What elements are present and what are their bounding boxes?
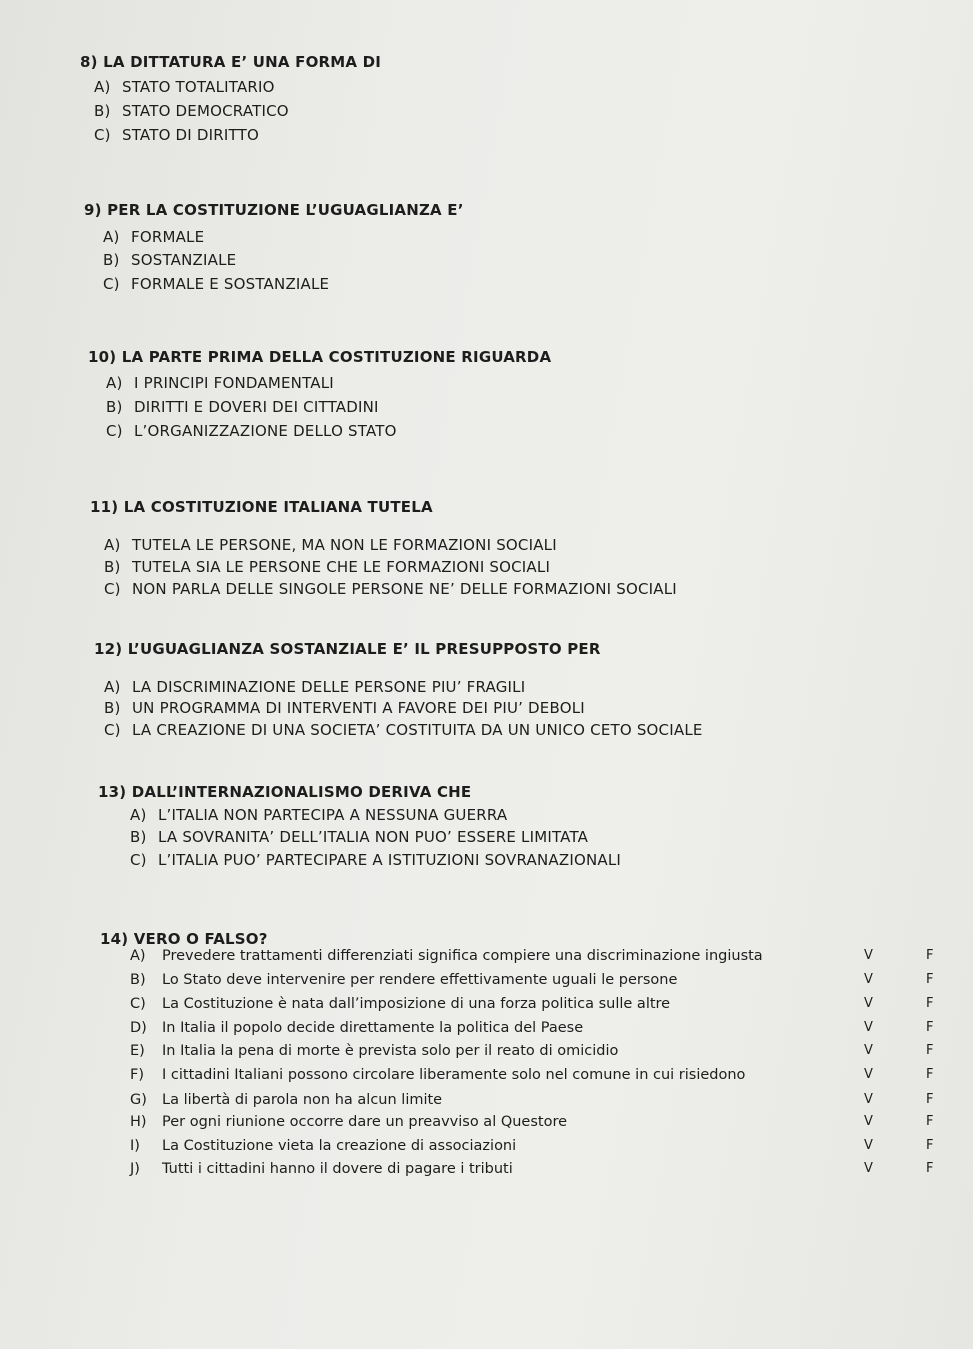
option-letter: A) bbox=[130, 806, 147, 824]
option-text: FORMALE E SOSTANZIALE bbox=[131, 275, 330, 293]
option-text: LA DISCRIMINAZIONE DELLE PERSONE PIU’ FRAGILI bbox=[132, 678, 526, 696]
option-text: STATO DI DIRITTO bbox=[122, 126, 259, 144]
false-option[interactable]: F bbox=[926, 1092, 934, 1107]
true-option[interactable]: V bbox=[864, 1020, 873, 1035]
option-text: L’ORGANIZZAZIONE DELLO STATO bbox=[134, 422, 397, 440]
tf-letter: A) bbox=[130, 948, 146, 964]
false-option[interactable]: F bbox=[926, 1020, 934, 1035]
option-text: I PRINCIPI FONDAMENTALI bbox=[134, 374, 334, 392]
option-letter: C) bbox=[94, 126, 111, 144]
option-text: TUTELA LE PERSONE, MA NON LE FORMAZIONI SOCIALI bbox=[132, 536, 557, 554]
tf-statement: Per ogni riunione occorre dare un preavviso al Questore bbox=[162, 1114, 568, 1130]
question-title: 10) LA PARTE PRIMA DELLA COSTITUZIONE RIGUARDA bbox=[88, 348, 552, 366]
true-option[interactable]: V bbox=[864, 1138, 873, 1153]
option-text: STATO TOTALITARIO bbox=[122, 78, 275, 96]
false-option[interactable]: F bbox=[926, 1067, 934, 1082]
option-b bbox=[104, 699, 585, 717]
option-text: DIRITTI E DOVERI DEI CITTADINI bbox=[134, 398, 379, 416]
option-letter: A) bbox=[103, 228, 120, 246]
tf-letter: E) bbox=[130, 1043, 145, 1059]
option-letter: C) bbox=[104, 580, 121, 598]
tf-letter: H) bbox=[130, 1114, 147, 1130]
true-option[interactable]: V bbox=[864, 972, 873, 987]
option-letter: B) bbox=[130, 828, 147, 846]
option-a bbox=[94, 78, 275, 96]
option-b bbox=[106, 398, 379, 416]
true-option[interactable]: V bbox=[864, 1092, 873, 1107]
option-letter: B) bbox=[103, 251, 120, 269]
option-letter: A) bbox=[94, 78, 111, 96]
tf-item-j bbox=[0, 1161, 973, 1183]
tf-letter: C) bbox=[130, 996, 146, 1012]
false-option[interactable]: F bbox=[926, 1138, 934, 1153]
option-text: TUTELA SIA LE PERSONE CHE LE FORMAZIONI SOCIALI bbox=[132, 558, 551, 576]
true-option[interactable]: V bbox=[864, 1161, 873, 1176]
false-option[interactable]: F bbox=[926, 1161, 934, 1176]
option-letter: B) bbox=[104, 699, 121, 717]
option-letter: B) bbox=[94, 102, 111, 120]
tf-statement: La libertà di parola non ha alcun limite bbox=[162, 1092, 443, 1108]
option-a bbox=[130, 806, 507, 824]
tf-letter: J) bbox=[130, 1161, 140, 1177]
false-option[interactable]: F bbox=[926, 948, 934, 963]
tf-statement: La Costituzione è nata dall’imposizione di una forza politica sulle altre bbox=[162, 996, 671, 1012]
option-c bbox=[106, 422, 397, 440]
option-b bbox=[104, 558, 550, 576]
question-title: 9) PER LA COSTITUZIONE L’UGUAGLIANZA E’ bbox=[84, 201, 464, 219]
option-b bbox=[94, 102, 289, 120]
question-title: 11) LA COSTITUZIONE ITALIANA TUTELA bbox=[90, 498, 433, 516]
tf-item-i bbox=[0, 1138, 973, 1160]
option-letter: A) bbox=[106, 374, 123, 392]
tf-letter: F) bbox=[130, 1067, 144, 1083]
option-c bbox=[104, 580, 677, 598]
tf-item-a bbox=[0, 948, 973, 970]
option-letter: C) bbox=[103, 275, 120, 293]
option-text: L’ITALIA NON PARTECIPA A NESSUNA GUERRA bbox=[158, 806, 508, 824]
tf-statement: I cittadini Italiani possono circolare liberamente solo nel comune in cui risiedono bbox=[162, 1067, 746, 1083]
false-option[interactable]: F bbox=[926, 1043, 934, 1058]
true-option[interactable]: V bbox=[864, 1043, 873, 1058]
option-letter: C) bbox=[104, 721, 121, 739]
true-option[interactable]: V bbox=[864, 948, 873, 963]
option-c bbox=[104, 721, 703, 739]
option-letter: A) bbox=[104, 678, 121, 696]
option-c bbox=[103, 275, 329, 293]
option-letter: B) bbox=[106, 398, 123, 416]
false-option[interactable]: F bbox=[926, 972, 934, 987]
tf-item-g bbox=[0, 1092, 973, 1114]
false-option[interactable]: F bbox=[926, 1114, 934, 1129]
tf-statement: In Italia il popolo decide direttamente la politica del Paese bbox=[162, 1020, 584, 1036]
option-text: L’ITALIA PUO’ PARTECIPARE A ISTITUZIONI SOVRANAZIONALI bbox=[158, 851, 622, 869]
option-c bbox=[130, 851, 621, 869]
option-b bbox=[130, 828, 588, 846]
tf-statement: La Costituzione vieta la creazione di associazioni bbox=[162, 1138, 517, 1154]
option-text: STATO DEMOCRATICO bbox=[122, 102, 289, 120]
option-text: LA CREAZIONE DI UNA SOCIETA’ COSTITUITA DA UN UNICO CETO SOCIALE bbox=[132, 721, 703, 739]
tf-statement: In Italia la pena di morte è prevista solo per il reato di omicidio bbox=[162, 1043, 619, 1059]
true-option[interactable]: V bbox=[864, 1114, 873, 1129]
option-text: LA SOVRANITA’ DELL’ITALIA NON PUO’ ESSERE LIMITATA bbox=[158, 828, 589, 846]
option-text: NON PARLA DELLE SINGOLE PERSONE NE’ DELLE FORMAZIONI SOCIALI bbox=[132, 580, 677, 598]
tf-item-d bbox=[0, 1020, 973, 1042]
option-a bbox=[103, 228, 204, 246]
option-a bbox=[104, 536, 557, 554]
option-text: SOSTANZIALE bbox=[131, 251, 237, 269]
question-title: 13) DALL’INTERNAZIONALISMO DERIVA CHE bbox=[98, 783, 472, 801]
question-title: 8) LA DITTATURA E’ UNA FORMA DI bbox=[80, 53, 382, 71]
tf-item-c bbox=[0, 996, 973, 1018]
option-a bbox=[104, 678, 525, 696]
question-title: 12) L’UGUAGLIANZA SOSTANZIALE E’ IL PRESUPPOSTO PER bbox=[94, 640, 601, 658]
option-letter: C) bbox=[130, 851, 147, 869]
question-title: 14) VERO O FALSO? bbox=[100, 930, 268, 948]
true-option[interactable]: V bbox=[864, 996, 873, 1011]
tf-letter: D) bbox=[130, 1020, 147, 1036]
false-option[interactable]: F bbox=[926, 996, 934, 1011]
tf-statement: Prevedere trattamenti differenziati significa compiere una discriminazione ingiusta bbox=[162, 948, 763, 964]
tf-letter: G) bbox=[130, 1092, 147, 1108]
option-letter: C) bbox=[106, 422, 123, 440]
tf-item-f bbox=[0, 1067, 973, 1089]
tf-item-e bbox=[0, 1043, 973, 1065]
option-letter: B) bbox=[104, 558, 121, 576]
true-option[interactable]: V bbox=[864, 1067, 873, 1082]
option-letter: A) bbox=[104, 536, 121, 554]
option-a bbox=[106, 374, 334, 392]
option-c bbox=[94, 126, 259, 144]
tf-item-b bbox=[0, 972, 973, 994]
option-b bbox=[103, 251, 236, 269]
tf-letter: I) bbox=[130, 1138, 140, 1154]
tf-statement: Tutti i cittadini hanno il dovere di pagare i tributi bbox=[162, 1161, 513, 1177]
tf-item-h bbox=[0, 1114, 973, 1136]
tf-letter: B) bbox=[130, 972, 146, 988]
option-text: UN PROGRAMMA DI INTERVENTI A FAVORE DEI PIU’ DEBOLI bbox=[132, 699, 585, 717]
tf-statement: Lo Stato deve intervenire per rendere effettivamente uguali le persone bbox=[162, 972, 678, 988]
option-text: FORMALE bbox=[131, 228, 205, 246]
